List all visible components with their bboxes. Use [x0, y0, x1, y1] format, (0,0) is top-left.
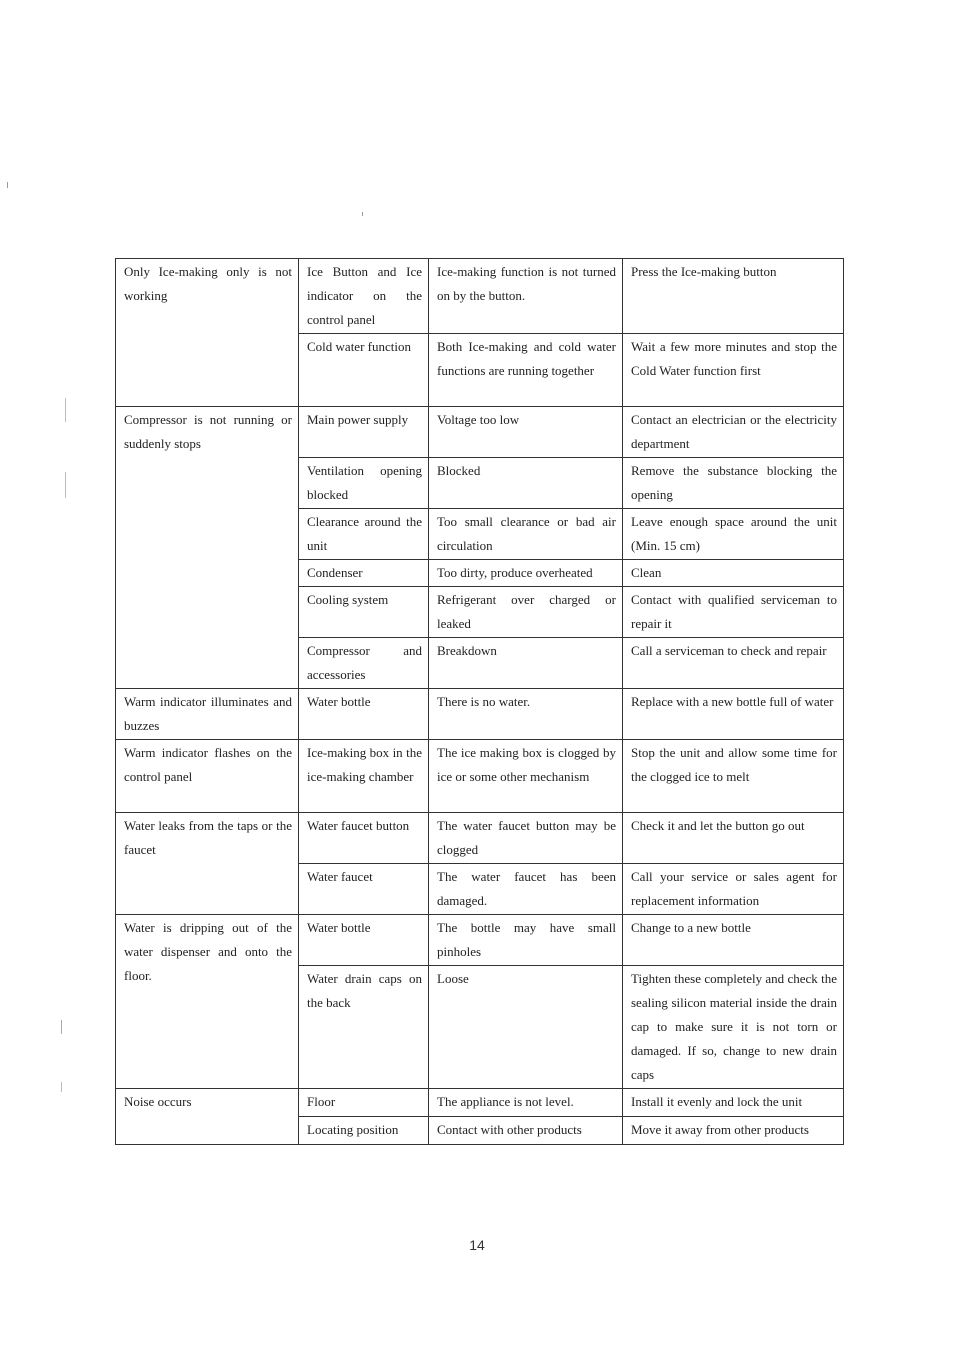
- solution-cell: Press the Ice-making button: [623, 259, 844, 334]
- troubleshooting-table: [115, 258, 844, 1145]
- solution-cell: Remove the substance blocking the opening: [623, 458, 844, 509]
- solution-cell: Move it away from other products: [623, 1117, 844, 1145]
- cause-cell: Both Ice-making and cold water functions are running together: [429, 334, 623, 407]
- cause-cell: There is no water.: [429, 689, 623, 740]
- cause-cell: Too small clearance or bad air circulation: [429, 509, 623, 560]
- scan-speck: [65, 472, 66, 498]
- problem-cell: Water is dripping out of the water dispenser and onto the floor.: [116, 915, 299, 1089]
- scan-speck: [362, 212, 363, 216]
- problem-cell: Only Ice-making only is not working: [116, 259, 299, 407]
- cause-cell: The appliance is not level.: [429, 1089, 623, 1117]
- cause-cell: Too dirty, produce overheated: [429, 560, 623, 587]
- table-row: [116, 1089, 844, 1117]
- check-item-cell: Condenser: [299, 560, 429, 587]
- check-item-cell: Floor: [299, 1089, 429, 1117]
- solution-cell: Call your service or sales agent for replacement information: [623, 864, 844, 915]
- scan-speck: [61, 1082, 62, 1092]
- cause-cell: Blocked: [429, 458, 623, 509]
- solution-cell: Replace with a new bottle full of water: [623, 689, 844, 740]
- cause-cell: The water faucet button may be clogged: [429, 813, 623, 864]
- solution-cell: Contact with qualified serviceman to repair it: [623, 587, 844, 638]
- page-number: 14: [469, 1237, 485, 1253]
- scan-speck: [7, 182, 8, 188]
- cause-cell: Loose: [429, 966, 623, 1089]
- problem-cell: Warm indicator flashes on the control panel: [116, 740, 299, 813]
- check-item-cell: Cold water function: [299, 334, 429, 407]
- check-item-cell: Clearance around the unit: [299, 509, 429, 560]
- cause-cell: The ice making box is clogged by ice or some other mechanism: [429, 740, 623, 813]
- scan-speck: [61, 1020, 62, 1034]
- check-item-cell: Locating position: [299, 1117, 429, 1145]
- check-item-cell: Main power supply: [299, 407, 429, 458]
- check-item-cell: Water drain caps on the back: [299, 966, 429, 1089]
- table-row: [116, 813, 844, 864]
- check-item-cell: Water bottle: [299, 915, 429, 966]
- check-item-cell: Ice Button and Ice indicator on the control panel: [299, 259, 429, 334]
- cause-cell: The water faucet has been damaged.: [429, 864, 623, 915]
- solution-cell: Leave enough space around the unit (Min. 15 cm): [623, 509, 844, 560]
- solution-cell: Clean: [623, 560, 844, 587]
- problem-cell: Water leaks from the taps or the faucet: [116, 813, 299, 915]
- table-row: [116, 407, 844, 458]
- check-item-cell: Cooling system: [299, 587, 429, 638]
- check-item-cell: Ice-making box in the ice-making chamber: [299, 740, 429, 813]
- solution-cell: Stop the unit and allow some time for the clogged ice to melt: [623, 740, 844, 813]
- table-row: [116, 259, 844, 334]
- scan-speck: [65, 398, 66, 422]
- solution-cell: Contact an electrician or the electricity department: [623, 407, 844, 458]
- problem-cell: Warm indicator illuminates and buzzes: [116, 689, 299, 740]
- check-item-cell: Water bottle: [299, 689, 429, 740]
- solution-cell: Tighten these completely and check the sealing silicon material inside the drain cap to make sure it is not torn or damaged. If so, change to new drain caps: [623, 966, 844, 1089]
- solution-cell: Call a serviceman to check and repair: [623, 638, 844, 689]
- cause-cell: Breakdown: [429, 638, 623, 689]
- cause-cell: Contact with other products: [429, 1117, 623, 1145]
- solution-cell: Change to a new bottle: [623, 915, 844, 966]
- cause-cell: Voltage too low: [429, 407, 623, 458]
- cause-cell: The bottle may have small pinholes: [429, 915, 623, 966]
- cause-cell: Refrigerant over charged or leaked: [429, 587, 623, 638]
- problem-cell: Compressor is not running or suddenly stops: [116, 407, 299, 689]
- solution-cell: Install it evenly and lock the unit: [623, 1089, 844, 1117]
- problem-cell: Noise occurs: [116, 1089, 299, 1145]
- solution-cell: Wait a few more minutes and stop the Cold Water function first: [623, 334, 844, 407]
- check-item-cell: Water faucet button: [299, 813, 429, 864]
- check-item-cell: Water faucet: [299, 864, 429, 915]
- cause-cell: Ice-making function is not turned on by the button.: [429, 259, 623, 334]
- table-row: [116, 915, 844, 966]
- table-row: [116, 740, 844, 813]
- table-row: [116, 689, 844, 740]
- check-item-cell: Ventilation opening blocked: [299, 458, 429, 509]
- solution-cell: Check it and let the button go out: [623, 813, 844, 864]
- check-item-cell: Compressor and accessories: [299, 638, 429, 689]
